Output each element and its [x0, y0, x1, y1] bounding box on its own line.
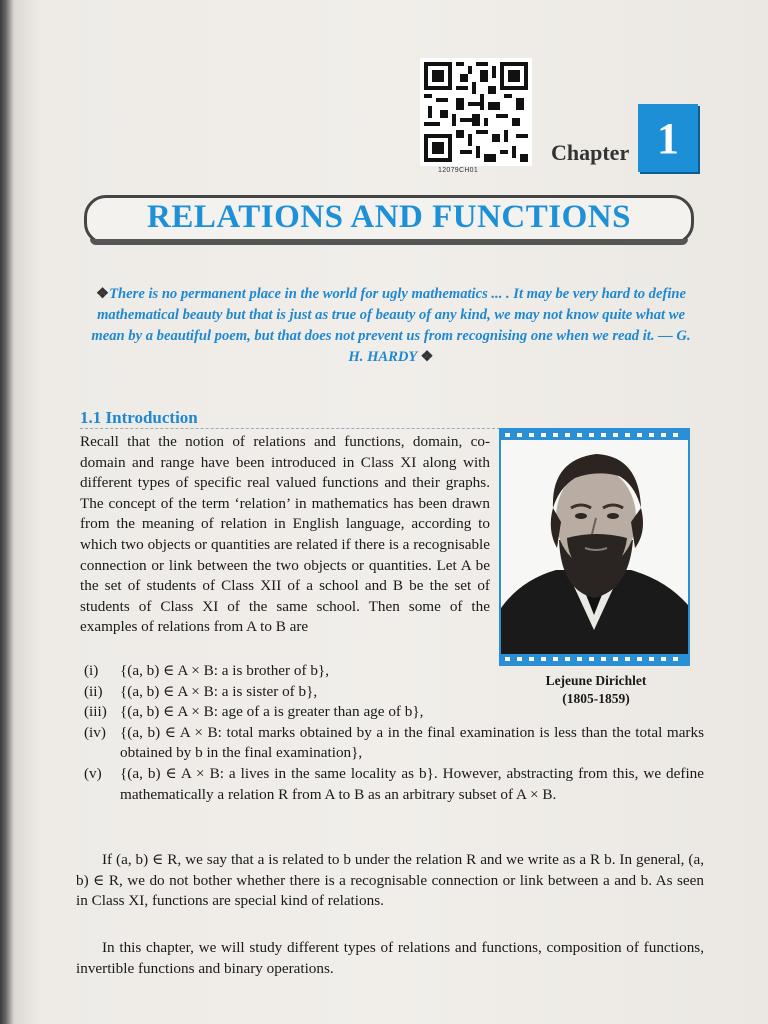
- list-item-text: {(a, b) ∈ A × B: age of a is greater than age of b},: [120, 703, 424, 721]
- list-item: [84, 702, 704, 723]
- portrait-name: Lejeune Dirichlet: [545, 673, 647, 688]
- qr-code-icon[interactable]: [420, 58, 532, 166]
- list-item-number: (ii): [84, 682, 103, 700]
- portrait-image: [499, 428, 690, 666]
- list-item-text: {(a, b) ∈ A × B: a is brother of b},: [120, 662, 330, 679]
- portrait-years: (1805-1859): [562, 691, 630, 706]
- chapter-label: Chapter: [551, 140, 630, 165]
- list-item-number: (iv): [84, 723, 106, 741]
- qr-code-label: 12079CH01: [438, 167, 479, 174]
- list-item-number: (i): [84, 662, 99, 679]
- quote-mark-close-icon: ❖: [420, 349, 434, 365]
- body-paragraph: If (a, b) ∈ R, we say that a is related to b under the relation R and we write as a R b. In general, (a, b) ∈ R, we do not bother whether there is a recognisable connection or link between a and b. As seen in Class XI, functions are special kind of relations.: [76, 851, 704, 910]
- section-title: 1.1 Introduction: [80, 408, 198, 427]
- quote-text: There is no permanent place in the world for ugly mathematics ... . It may be very hard to define mathematical beauty but that is just as true of beauty of any kind, we may not know quite what we mean by a beautiful poem, but that does not prevent us from recognising one when we read it. — G. H. HARDY: [91, 286, 691, 365]
- chapter-title: RELATIONS AND FUNCTIONS: [147, 199, 631, 235]
- list-item-text: {(a, b) ∈ A × B: a is sister of b},: [120, 682, 318, 700]
- title-frame-shadow: [90, 239, 688, 245]
- list-item-number: (iii): [84, 703, 107, 721]
- list-item-number: (v): [84, 764, 102, 782]
- intro-paragraph: Recall that the notion of relations and functions, domain, co-domain and range have been introduced in Class XI along with different types of specific real valued functions and their graphs. The concept of the term ‘relation’ in mathematics has been drawn from the meaning of relation in English language, according to which two objects or quantities are related if there is a recognisable connection or link between the two objects or quantities. Let A be the set of students of Class XII of a school and B be the set of students of Class XI of the same school. Then some of the examples of relations from A to B are: [80, 433, 490, 636]
- list-item-text: {(a, b) ∈ A × B: a lives in the same locality as b}. However, abstracting from this, we define mathematically a relation R from A to B as an arbitrary subset of A × B.: [120, 764, 704, 803]
- chapter-number: 1: [638, 104, 698, 172]
- list-item: [84, 682, 494, 703]
- list-item: [84, 764, 704, 805]
- list-item: [84, 723, 704, 764]
- examples-list: [84, 661, 704, 805]
- section-divider: [80, 428, 500, 429]
- quote-mark-open-icon: ❖: [96, 286, 110, 302]
- list-item-text: {(a, b) ∈ A × B: total marks obtained by a in the final examination is less than the total marks obtained by b in the final examination},: [120, 723, 704, 762]
- body-paragraph: In this chapter, we will study different types of relations and functions, composition of functions, invertible functions and binary operations.: [76, 939, 704, 977]
- list-item: [84, 661, 494, 682]
- epigraph-quote: [86, 284, 696, 368]
